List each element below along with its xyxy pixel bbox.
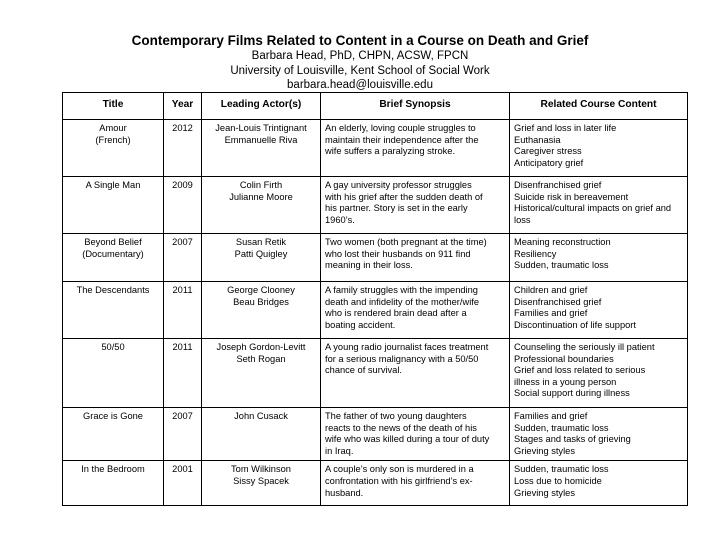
cell-synopsis-line: husband. — [325, 487, 364, 498]
cell-content-line: Anticipatory grief — [514, 157, 584, 168]
cell-actors-line: Beau Bridges — [233, 296, 289, 307]
cell-content-line: Euthanasia — [514, 134, 561, 145]
cell-title — [63, 177, 164, 234]
email-line: barbara.head@louisville.edu — [287, 79, 433, 91]
cell-actors — [202, 408, 321, 461]
cell-content-line: Grief and loss in later life — [514, 123, 617, 133]
cell-synopsis-line: The father of two young daughters — [325, 411, 467, 421]
cell-content-line: Loss due to homicide — [514, 475, 602, 486]
table-row — [63, 282, 688, 339]
cell-content-line: illness in a young person — [514, 376, 617, 387]
cell-title-line: The Descendants — [76, 285, 150, 295]
cell-title-line: (French) — [95, 134, 131, 145]
cell-synopsis-line: A couple’s only son is murdered in a — [325, 464, 474, 475]
cell-content-line: Suicide risk in bereavement — [514, 191, 629, 202]
table-body — [63, 120, 688, 506]
author-line: Barbara Head, PhD, CHPN, ACSW, FPCN — [251, 50, 469, 62]
cell-title-line: Amour — [99, 123, 127, 133]
cell-actors-line: Emmanuelle Riva — [224, 134, 298, 145]
cell-synopsis — [321, 461, 510, 506]
table-row — [63, 177, 688, 234]
cell-actors-line: Colin Firth — [239, 180, 283, 190]
table-header-row — [63, 93, 688, 120]
cell-synopsis-line: Two women (both pregnant at the time) — [325, 237, 487, 247]
cell-synopsis — [321, 234, 510, 282]
cell-synopsis — [321, 282, 510, 339]
column-header-year: Year — [164, 93, 202, 120]
cell-content-line: Social support during illness — [514, 388, 630, 399]
cell-year: 2009 — [164, 177, 202, 234]
cell-synopsis-line: wife suffers a paralyzing stroke. — [325, 146, 456, 157]
cell-title-line: 50/50 — [101, 342, 125, 352]
cell-synopsis — [321, 120, 510, 177]
cell-year: 2007 — [164, 408, 202, 461]
table-row — [63, 339, 688, 408]
cell-content — [510, 282, 688, 339]
cell-synopsis-line: his partner. Story is set in the early — [325, 203, 468, 214]
cell-actors-line: Sissy Spacek — [233, 475, 289, 486]
cell-content-line: Disenfranchised grief — [514, 180, 602, 190]
column-header-synopsis: Brief Synopsis — [321, 93, 510, 120]
cell-content-line: Grief and loss related to serious — [514, 365, 646, 376]
cell-synopsis-line: with his grief after the sudden death of — [325, 191, 483, 202]
cell-synopsis-line: meaning in their loss. — [325, 260, 413, 271]
cell-synopsis-line: who lost their husbands on 911 find — [325, 248, 471, 259]
cell-synopsis-line: reacts to the news of the death of his — [325, 422, 477, 433]
cell-synopsis-line: who is rendered brain dead after a — [325, 308, 467, 319]
cell-actors-line: Patti Quigley — [234, 248, 288, 259]
cell-synopsis — [321, 177, 510, 234]
cell-synopsis-line: boating accident. — [325, 319, 396, 330]
cell-content — [510, 408, 688, 461]
cell-content — [510, 234, 688, 282]
cell-actors-line: John Cusack — [234, 411, 288, 421]
cell-actors — [202, 282, 321, 339]
cell-content — [510, 461, 688, 506]
cell-synopsis-line: A gay university professor struggles — [325, 180, 472, 190]
cell-content-line: Historical/cultural impacts on grief and — [514, 203, 672, 214]
cell-actors-line: Susan Retik — [235, 237, 287, 247]
cell-synopsis-line: An elderly, loving couple struggles to — [325, 123, 476, 133]
cell-actors-line: Joseph Gordon-Levitt — [216, 342, 306, 352]
cell-actors — [202, 234, 321, 282]
cell-title — [63, 282, 164, 339]
cell-synopsis-line: confrontation with his girlfriend’s ex- — [325, 475, 473, 486]
cell-content-line: Resiliency — [514, 248, 557, 259]
cell-content-line: Counseling the seriously ill patient — [514, 342, 655, 352]
column-header-actors: Leading Actor(s) — [202, 93, 321, 120]
cell-title — [63, 339, 164, 408]
cell-title-line: (Documentary) — [82, 248, 144, 259]
cell-content-line: Discontinuation of life support — [514, 319, 636, 330]
cell-actors-line: Tom Wilkinson — [231, 464, 291, 475]
cell-synopsis — [321, 339, 510, 408]
cell-title-line: Beyond Belief — [84, 237, 142, 247]
cell-content-line: Families and grief — [514, 411, 588, 421]
cell-title-line: A Single Man — [85, 180, 141, 190]
cell-content-line: Stages and tasks of grieving — [514, 434, 631, 445]
cell-synopsis-line: 1960’s. — [325, 214, 355, 225]
column-header-title: Title — [63, 93, 164, 120]
cell-year: 2007 — [164, 234, 202, 282]
cell-actors — [202, 177, 321, 234]
table-row — [63, 234, 688, 282]
cell-content-line: Sudden, traumatic loss — [514, 260, 609, 271]
cell-content-line: Grieving styles — [514, 487, 575, 498]
cell-content-line: Professional boundaries — [514, 353, 614, 364]
cell-actors — [202, 120, 321, 177]
cell-year: 2011 — [164, 339, 202, 408]
cell-content-line: Families and grief — [514, 308, 588, 319]
table-row — [63, 461, 688, 506]
cell-title — [63, 461, 164, 506]
cell-content-line: Caregiver stress — [514, 146, 582, 157]
cell-actors-line: Julianne Moore — [229, 191, 293, 202]
cell-synopsis-line: A young radio journalist faces treatment — [325, 342, 489, 352]
cell-synopsis — [321, 408, 510, 461]
cell-synopsis-line: chance of survival. — [325, 365, 402, 376]
cell-content-line: Children and grief — [514, 285, 588, 295]
cell-title — [63, 234, 164, 282]
cell-content-line: Sudden, traumatic loss — [514, 464, 609, 475]
cell-synopsis-line: wife who was killed during a tour of duty — [325, 434, 490, 445]
cell-year: 2012 — [164, 120, 202, 177]
table-row — [63, 408, 688, 461]
cell-synopsis-line: A family struggles with the impending — [325, 285, 478, 295]
cell-synopsis-line: death and infidelity of the mother/wife — [325, 296, 480, 307]
cell-title-line: Grace is Gone — [83, 411, 143, 421]
cell-title — [63, 120, 164, 177]
cell-content — [510, 120, 688, 177]
cell-year: 2011 — [164, 282, 202, 339]
column-header-content: Related Course Content — [510, 93, 688, 120]
cell-title — [63, 408, 164, 461]
cell-actors-line: George Clooney — [227, 285, 295, 295]
cell-actors-line: Seth Rogan — [236, 353, 286, 364]
cell-actors — [202, 339, 321, 408]
cell-content-line: loss — [514, 214, 531, 225]
films-table — [62, 92, 688, 506]
cell-actors — [202, 461, 321, 506]
cell-content-line: Disenfranchised grief — [514, 296, 602, 307]
cell-synopsis-line: maintain their independence after the — [325, 134, 479, 145]
cell-content-line: Sudden, traumatic loss — [514, 422, 609, 433]
document-header — [0, 33, 720, 93]
cell-content-line: Grieving styles — [514, 445, 575, 456]
cell-content — [510, 177, 688, 234]
cell-synopsis-line: for a serious malignancy with a 50/50 — [325, 353, 479, 364]
cell-actors-line: Jean-Louis Trintignant — [215, 123, 307, 133]
cell-year: 2001 — [164, 461, 202, 506]
cell-content — [510, 339, 688, 408]
document-title: Contemporary Films Related to Content in a Course on Death and Grief — [131, 33, 589, 48]
cell-title-line: In the Bedroom — [81, 464, 145, 475]
cell-synopsis-line: in Iraq. — [325, 445, 354, 456]
table-row — [63, 120, 688, 177]
affiliation-line: University of Louisville, Kent School of Social Work — [230, 64, 490, 77]
cell-content-line: Meaning reconstruction — [514, 237, 611, 247]
